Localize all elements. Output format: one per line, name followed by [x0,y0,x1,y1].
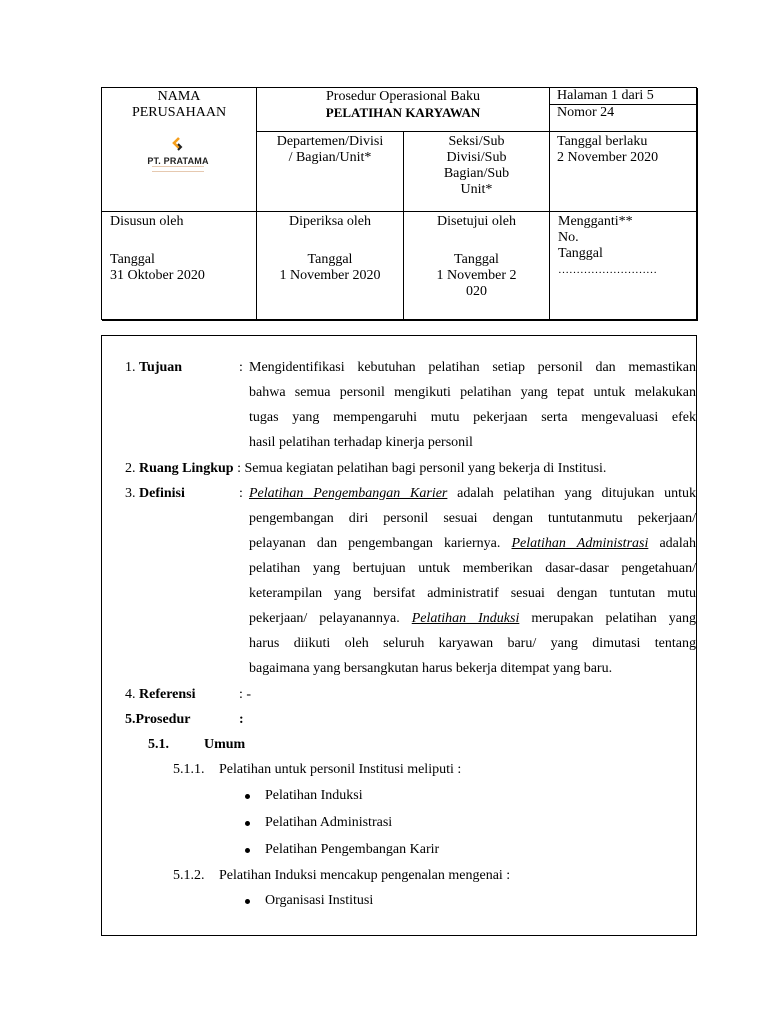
replaces-label: Mengganti** [558,214,633,229]
section-3-line-6 [249,606,696,631]
term-induction: Pelatihan Induksi [411,611,520,626]
section-3-line-6-pre: pekerjaan/ pelayanannya. [249,611,400,626]
section-3-colon: : [239,486,243,501]
bullet-item-4: Organisasi Institusi [265,893,374,908]
section-4-heading [125,682,196,707]
section-3-line-6-post: merupakan pelatihan yang [531,611,696,626]
bullet-icon [245,821,250,826]
prepared-date: 31 Oktober 2020 [110,268,205,283]
replaces-cell [550,212,698,321]
section-1-line-3: tugas yang mempengaruhi mutu pekerjaan serta mengevaluasi efek [249,410,696,425]
section-5-label: 5.Prosedur [125,712,191,727]
section-4-label: Referensi [139,687,196,702]
prepared-by-label: Disusun oleh [110,214,184,229]
approved-date-label: Tanggal [454,252,499,267]
section-3-line-3-post: adalah [659,536,696,551]
replaces-dots: ……………………… [558,264,657,276]
section-5-1-2-text: Pelatihan Induksi mencakup pengenalan mengenai : [219,868,511,883]
section-2-number: 2. [125,461,136,476]
term-administration: Pelatihan Administrasi [511,536,649,551]
section-1-line-2: bahwa semua personil mengikuti pelatihan yang tepat untuk melakukan [249,385,696,400]
page-cell [550,88,698,105]
section-3-line-8: bagaimana yang bersangkutan harus bekerja ditempat yang baru. [249,661,613,676]
section-3-line-1-rest: adalah pelatihan yang ditujukan untuk [457,486,697,501]
number-cell [550,105,698,132]
section-line-4: Unit* [460,182,493,197]
bullet-item-1: Pelatihan Induksi [265,788,363,803]
section-3-line-5: keterampilan yang bersifat administratif sesuai dengan tuntutan mutu [249,586,696,601]
section-5-colon: : [239,712,244,727]
section-3-line-3 [249,531,696,556]
company-name-line-1: NAMA [157,89,201,104]
checked-date-label: Tanggal [307,252,353,267]
section-1-line-4: hasil pelatihan terhadap kinerja personil [249,435,473,450]
section-3-number: 3. [125,486,136,501]
section-5-1-number: 5.1. [148,737,169,752]
section-3-line-2: pengembangan diri personil sesuai dengan tuntutanmutu pekerjaan/ [249,511,696,526]
company-name-line-2: PERUSAHAAN [131,105,227,120]
section-1-colon: : [239,360,243,375]
section-5-1-1-number: 5.1.1. [173,762,205,777]
approved-by-cell [404,212,550,321]
bullet-icon [245,899,250,904]
section-cell [404,132,550,212]
checked-by-cell [257,212,404,321]
bullet-item-3: Pelatihan Pengembangan Karir [265,842,440,857]
content-box [101,335,697,936]
doc-title-cell [257,88,550,132]
section-4-text: : - [239,687,252,702]
company-cell [102,88,257,212]
section-5-1-label: Umum [204,737,246,752]
section-3-label: Definisi [139,486,185,501]
bullet-item-2: Pelatihan Administrasi [265,815,393,830]
logo-tagline-decoration [152,166,204,172]
section-1-heading [125,355,182,380]
department-cell [257,132,404,212]
approved-by-label: Disetujui oleh [437,214,516,229]
logo-name: PT. PRATAMA [147,156,209,166]
page-indicator: Halaman 1 dari 5 [557,88,654,103]
section-5-1-1-text: Pelatihan untuk personil Institusi meliputi : [219,762,462,777]
department-line-1: Departemen/Divisi [276,134,384,149]
department-line-2: / Bagian/Unit* [288,150,372,165]
section-1-number: 1. [125,360,136,375]
effective-date-cell [550,132,698,212]
doc-number: Nomor 24 [557,105,615,120]
chevron-arrow-logo-icon [170,136,186,152]
prepared-date-label: Tanggal [110,252,155,267]
doc-type: Prosedur Operasional Baku [326,89,480,104]
section-2 [125,456,606,481]
company-logo [138,136,218,178]
section-3-heading [125,481,185,506]
section-line-1: Seksi/Sub [448,134,505,149]
effective-label: Tanggal berlaku [557,134,648,149]
replaces-date-label: Tanggal [558,246,603,261]
checked-by-label: Diperiksa oleh [288,214,372,229]
approved-date-line-1: 1 November 2 [436,268,517,283]
section-2-label: Ruang Lingkup [139,461,234,476]
section-line-2: Divisi/Sub [446,150,507,165]
section-3-line-1 [249,481,696,506]
section-1-label: Tujuan [139,360,183,375]
section-line-3: Bagian/Sub [443,166,510,181]
bullet-icon [245,848,250,853]
section-3-line-7: harus diikuti oleh seluruh karyawan baru/ yang dimutasi tentang [249,636,696,651]
term-career-development: Pelatihan Pengembangan Karier [249,486,448,501]
approved-date-line-2: 020 [466,284,487,299]
prepared-by-cell [102,212,257,321]
section-4-number: 4. [125,687,136,702]
section-3-line-4: pelatihan yang bertujuan untuk memberikan dasar-dasar pengetahuan/ [249,561,696,576]
section-1-line-1: Mengidentifikasi kebutuhan pelatihan setiap personil dan memastikan [249,360,696,375]
section-5-1-2-number: 5.1.2. [173,868,205,883]
replaces-no: No. [558,230,579,245]
header-table [101,87,697,320]
effective-date: 2 November 2020 [557,150,659,165]
bullet-icon [245,794,250,799]
doc-title: PELATIHAN KARYAWAN [325,105,481,120]
section-3-line-3-pre: pelayanan dan pengembangan kariernya. [249,536,501,551]
checked-date: 1 November 2020 [279,268,381,283]
section-2-text: : Semua kegiatan pelatihan bagi personil yang bekerja di Institusi. [237,461,607,476]
